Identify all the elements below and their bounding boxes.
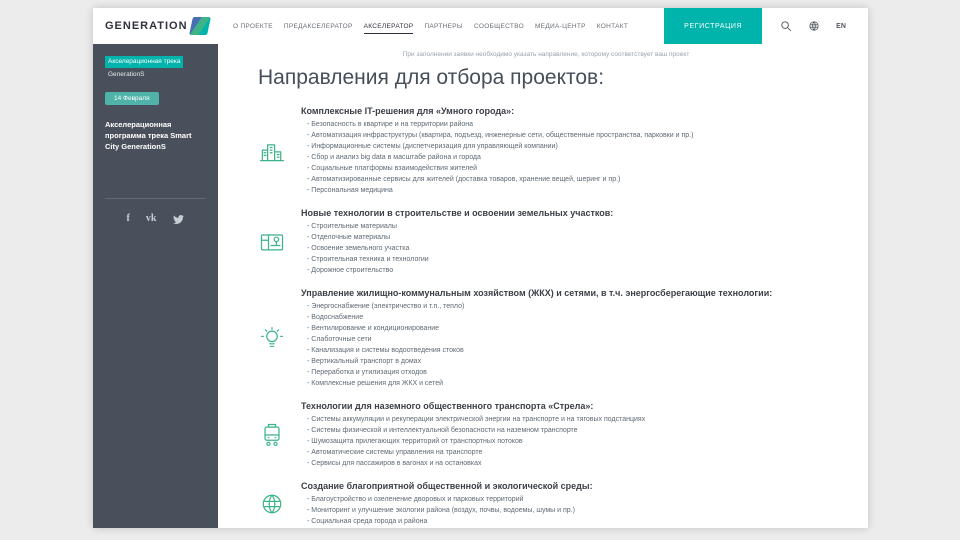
sidebar bbox=[93, 44, 218, 528]
page-title: Направления для отбора проектов: bbox=[258, 66, 605, 89]
nav-item[interactable]: О ПРОЕКТЕ bbox=[233, 23, 273, 30]
section-item: - Безопасность в квартире и на территории района bbox=[301, 119, 693, 130]
section-item: - Вентилирование и кондиционирование bbox=[301, 323, 772, 334]
twitter-icon[interactable] bbox=[172, 213, 184, 225]
social-links bbox=[105, 213, 206, 225]
direction-section bbox=[258, 208, 834, 276]
generations-logo[interactable] bbox=[93, 8, 223, 44]
section-items bbox=[301, 494, 593, 527]
program-title: Акселерационная программа трека Smart City GenerationS bbox=[105, 120, 192, 151]
nav-item[interactable]: МЕДИА-ЦЕНТР bbox=[534, 23, 586, 30]
section-item: - Социальные платформы взаимодействия жителей bbox=[301, 163, 693, 174]
section-title: Технологии для наземного общественного транспорта «Стрела»: bbox=[301, 401, 594, 411]
section-item: - Слаботочные сети bbox=[301, 334, 772, 345]
section-item: - Вертикальный транспорт в домах bbox=[301, 356, 772, 367]
site-header bbox=[93, 8, 868, 44]
nav-item[interactable]: ПРЕДАКСЕЛЕРАТОР bbox=[283, 23, 353, 30]
section-item: - Отделочные материалы bbox=[301, 232, 613, 243]
sidebar-item-program[interactable] bbox=[105, 54, 206, 80]
section-items bbox=[301, 301, 772, 389]
section-item: - Сервисы для пассажиров в вагонах и на остановках bbox=[301, 458, 645, 469]
energy-icon bbox=[258, 325, 286, 353]
direction-section bbox=[258, 401, 834, 469]
section-items bbox=[301, 221, 613, 276]
section-item: - Социальная среда города и района bbox=[301, 516, 593, 527]
sidebar-divider bbox=[105, 198, 206, 199]
nav-item[interactable]: СООБЩЕСТВО bbox=[473, 23, 524, 30]
city-icon bbox=[258, 137, 286, 165]
logo-text: GENERATION bbox=[105, 20, 188, 32]
section-item: - Системы аккумуляции и рекуперации электрической энергии на транспорте и на тяговых подстанциях bbox=[301, 414, 645, 425]
sections bbox=[258, 106, 834, 527]
facebook-icon[interactable]: f bbox=[126, 213, 130, 224]
register-button[interactable]: РЕГИСТРАЦИЯ bbox=[664, 8, 762, 44]
direction-section bbox=[258, 288, 834, 389]
search-icon[interactable] bbox=[780, 20, 792, 32]
section-item: - Сбор и анализ big data в масштабе района и города bbox=[301, 152, 693, 163]
main-nav bbox=[223, 8, 628, 44]
nav-item[interactable]: КОНТАКТ bbox=[596, 23, 629, 30]
direction-section bbox=[258, 481, 834, 527]
date-button[interactable]: 14 Февраля bbox=[105, 92, 159, 105]
tram-icon bbox=[258, 421, 286, 449]
section-item: - Комплексные решения для ЖКХ и сетей bbox=[301, 378, 772, 389]
language-switch[interactable]: EN bbox=[836, 22, 846, 30]
section-item: - Системы физической и интеллектуальной безопасности на наземном транспорте bbox=[301, 425, 645, 436]
section-item: - Автоматизированные сервисы для жителей (доставка товаров, хранение вещей, шеринг и пр.) bbox=[301, 174, 693, 185]
section-item: - Шумозащита прилегающих территорий от транспортных потоков bbox=[301, 436, 645, 447]
nav-item[interactable]: АКСЕЛЕРАТОР bbox=[364, 19, 414, 34]
direction-section bbox=[258, 106, 834, 196]
section-title: Управление жилищно-коммунальным хозяйством (ЖКХ) и сетями, в т.ч. энергосберегающие технологии: bbox=[301, 288, 773, 298]
section-title: Создание благоприятной общественной и экологической среды: bbox=[301, 481, 593, 491]
section-item: - Строительная техника и технологии bbox=[301, 254, 613, 265]
vk-icon[interactable]: vk bbox=[145, 213, 157, 224]
main-content bbox=[218, 44, 868, 528]
section-title: Новые технологии в строительстве и освоении земельных участков: bbox=[301, 208, 614, 218]
section-item: - Автоматические системы управления на транспорте bbox=[301, 447, 645, 458]
section-item: - Водоснабжение bbox=[301, 312, 772, 323]
globe-icon[interactable] bbox=[808, 20, 820, 32]
section-item: - Автоматизация инфраструктуры (квартира, подъезд, инженерные сети, общественные пространства, парковки и пр.) bbox=[301, 130, 693, 141]
section-items bbox=[301, 119, 693, 196]
browser-page bbox=[93, 8, 868, 528]
section-item: - Канализация и системы водоотведения стоков bbox=[301, 345, 772, 356]
nav-item[interactable]: ПАРТНЕРЫ bbox=[424, 23, 463, 30]
section-item: - Персональная медицина bbox=[301, 185, 693, 196]
blueprint-icon bbox=[258, 228, 286, 256]
section-title: Комплексные IT-решения для «Умного города»: bbox=[301, 106, 515, 116]
section-item: - Дорожное строительство bbox=[301, 265, 613, 276]
intro-note: При заполнении заявки необходимо указать направление, которому соответствует ваш проект bbox=[402, 51, 690, 58]
section-item: - Энергоснабжение (электричество и т.п., тепло) bbox=[301, 301, 772, 312]
section-item: - Благоустройство и озеленение дворовых и парковых территорий bbox=[301, 494, 593, 505]
header-utilities bbox=[780, 8, 862, 44]
eco-icon bbox=[258, 490, 286, 518]
section-item: - Информационные системы (диспетчеризация для управляющей компании) bbox=[301, 141, 693, 152]
section-item: - Освоение земельного участка bbox=[301, 243, 613, 254]
sidebar-item-rest: GenerationS bbox=[108, 71, 145, 78]
generations-logo-mark bbox=[189, 17, 211, 35]
section-item: - Строительные материалы bbox=[301, 221, 613, 232]
section-item: - Переработка и утилизация отходов bbox=[301, 367, 772, 378]
sidebar-item-highlight: Акселерационная трека bbox=[105, 56, 183, 68]
section-item: - Мониторинг и улучшение экологии района (воздух, почвы, водоемы, шумы и пр.) bbox=[301, 505, 593, 516]
section-items bbox=[301, 414, 645, 469]
